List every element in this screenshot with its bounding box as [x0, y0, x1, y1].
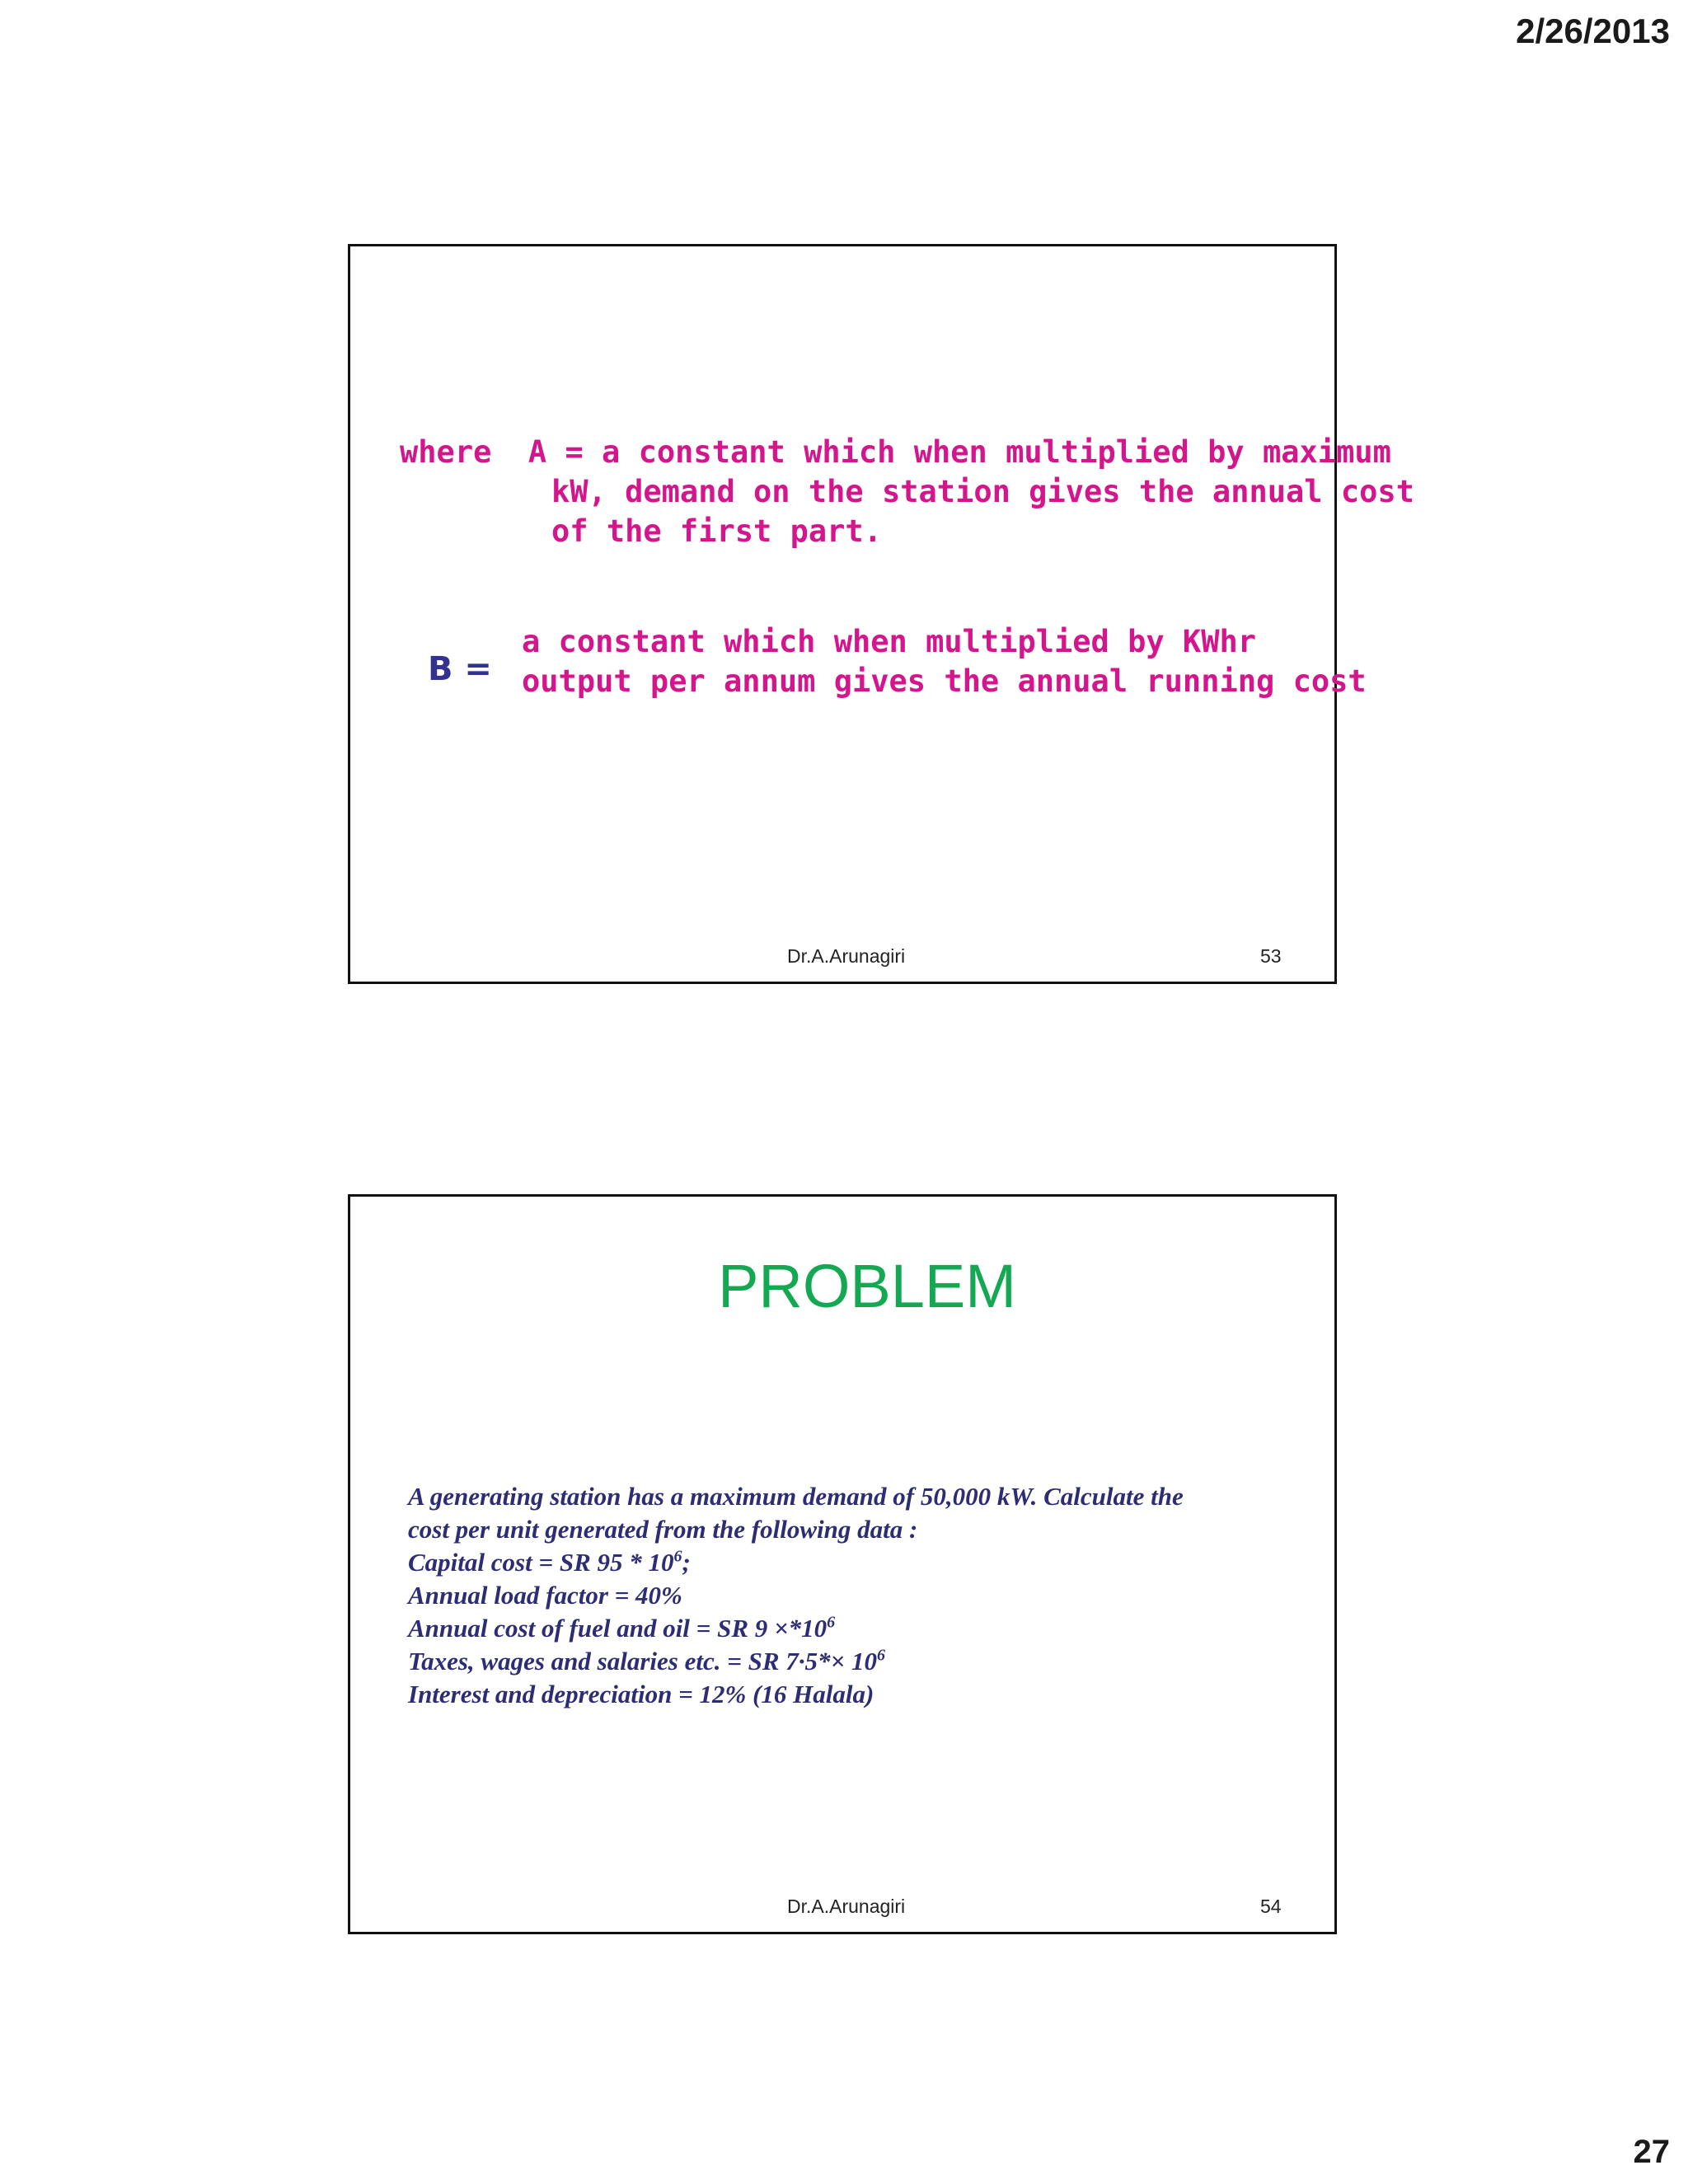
capital-cost-line [408, 1546, 1298, 1579]
definition-b-line-2: output per annum gives the annual running cost [522, 663, 1367, 699]
fuel-cost-exponent: 6 [827, 1613, 836, 1632]
definition-a-line-2: kW, demand on the station gives the annual cost [551, 474, 1414, 509]
slide-number: 53 [1260, 945, 1282, 967]
definition-b-label: B = [428, 650, 492, 688]
slide-54 [348, 1194, 1337, 1934]
definition-a-line-3: of the first part. [551, 513, 882, 549]
taxes-exponent: 6 [876, 1646, 885, 1665]
interest-line: Interest and depreciation = 12% (16 Halala) [408, 1680, 874, 1708]
definition-a [400, 433, 1414, 551]
taxes-text: Taxes, wages and salaries etc. = SR 7·5*× 10 [408, 1647, 877, 1675]
slide-53 [348, 244, 1414, 984]
definition-a-line-1: where A = a constant which when multiplied by maximum [400, 434, 1391, 470]
taxes-line [408, 1645, 1298, 1678]
problem-statement [408, 1480, 1298, 1711]
page-number: 27 [1633, 2134, 1670, 2170]
fuel-cost-line [408, 1612, 1298, 1645]
slide-author: Dr.A.Arunagiri [787, 945, 906, 967]
load-factor-line: Annual load factor = 40% [408, 1581, 682, 1610]
slide-title: PROBLEM [718, 1252, 1016, 1320]
capital-cost-end: ; [682, 1548, 691, 1577]
definition-b [522, 622, 1367, 701]
capital-cost-exponent: 6 [673, 1547, 682, 1566]
slide-number: 54 [1260, 1896, 1282, 1917]
header-date: 2/26/2013 [1516, 12, 1670, 50]
slide-author: Dr.A.Arunagiri [787, 1896, 906, 1917]
capital-cost-text: Capital cost = SR 95 * 10 [408, 1548, 674, 1577]
definition-b-line-1: a constant which when multiplied by KWhr [522, 624, 1257, 659]
problem-intro-line-1: A generating station has a maximum demand of 50,000 kW. Calculate the [408, 1482, 1184, 1511]
problem-intro-line-2: cost per unit generated from the following data : [408, 1515, 918, 1544]
fuel-cost-text: Annual cost of fuel and oil = SR 9 ×*10 [408, 1614, 828, 1643]
